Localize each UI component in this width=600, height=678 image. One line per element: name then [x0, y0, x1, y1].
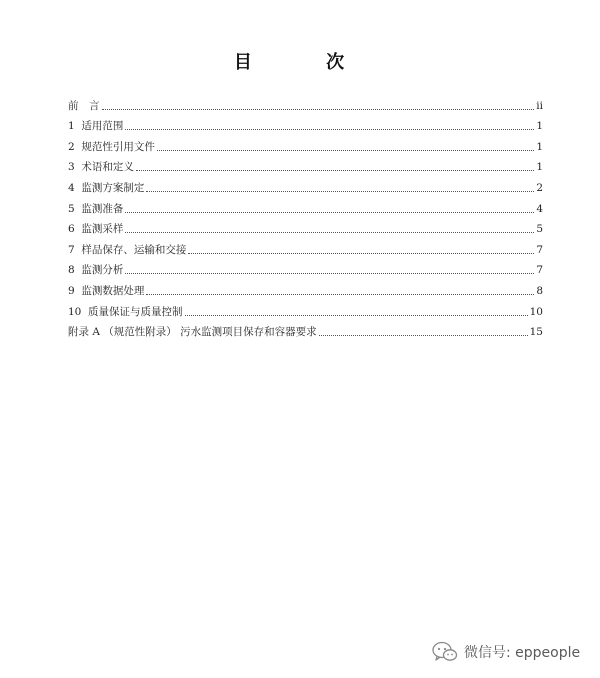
toc-label: 4 监测方案制定: [68, 181, 145, 194]
toc-entry-8[interactable]: [68, 257, 543, 278]
toc-label: 10 质量保证与质量控制: [68, 305, 183, 318]
toc-label: 5 监测准备: [68, 202, 124, 215]
toc-leader-dots: [146, 190, 534, 192]
toc-entry-7[interactable]: [68, 236, 543, 257]
toc-entry-5[interactable]: [68, 195, 543, 216]
toc-page-number: 1: [536, 161, 543, 174]
wechat-icon: [432, 641, 458, 663]
toc-leader-dots: [157, 149, 534, 151]
toc-label: 前 言: [68, 99, 100, 112]
toc-leader-dots: [102, 108, 535, 110]
toc-leader-dots: [188, 252, 534, 254]
toc-entry-9[interactable]: [68, 277, 543, 298]
toc-label: 6 监测采样: [68, 223, 124, 236]
toc-entry-4[interactable]: [68, 174, 543, 195]
toc-page-number: 8: [536, 284, 543, 297]
toc-label: 9 监测数据处理: [68, 284, 145, 297]
toc-page-number: 7: [536, 264, 543, 277]
toc-page-number: 2: [536, 181, 543, 194]
wechat-watermark: [432, 641, 580, 663]
toc-leader-dots: [125, 128, 534, 130]
toc-entry-preface[interactable]: [68, 92, 543, 113]
toc-entry-1[interactable]: [68, 113, 543, 134]
toc-page-number: 10: [529, 305, 543, 318]
toc-leader-dots: [319, 334, 528, 336]
toc-entry-3[interactable]: [68, 154, 543, 175]
toc-page-number: 1: [536, 120, 543, 133]
toc-label: 1 适用范围: [68, 120, 124, 133]
toc-page-number: 7: [536, 243, 543, 256]
toc-page-number: ii: [536, 99, 543, 112]
toc-page-number: 4: [536, 202, 543, 215]
toc-label: 8 监测分析: [68, 264, 124, 277]
watermark-text: 微信号: eppeople: [464, 645, 581, 661]
toc-label: 7 样品保存、运输和交接: [68, 243, 187, 256]
toc-leader-dots: [136, 169, 534, 171]
toc-entry-2[interactable]: [68, 133, 543, 154]
toc-leader-dots: [125, 231, 534, 233]
toc-entry-10[interactable]: [68, 298, 543, 319]
toc-leader-dots: [146, 293, 534, 295]
toc-leader-dots: [125, 272, 534, 274]
toc-label: 附录 A （规范性附录） 污水监测项目保存和容器要求: [68, 326, 317, 339]
page-title: 目 次: [233, 52, 379, 73]
toc-leader-dots: [185, 314, 528, 316]
toc-label: 3 术语和定义: [68, 161, 134, 174]
toc-page-number: 15: [529, 326, 543, 339]
toc-page-number: 5: [536, 223, 543, 236]
toc-label: 2 规范性引用文件: [68, 140, 155, 153]
toc-page-number: 1: [536, 140, 543, 153]
toc-leader-dots: [125, 211, 534, 213]
table-of-contents: [68, 92, 543, 339]
toc-entry-appendix-a[interactable]: [68, 319, 543, 340]
toc-entry-6[interactable]: [68, 216, 543, 237]
